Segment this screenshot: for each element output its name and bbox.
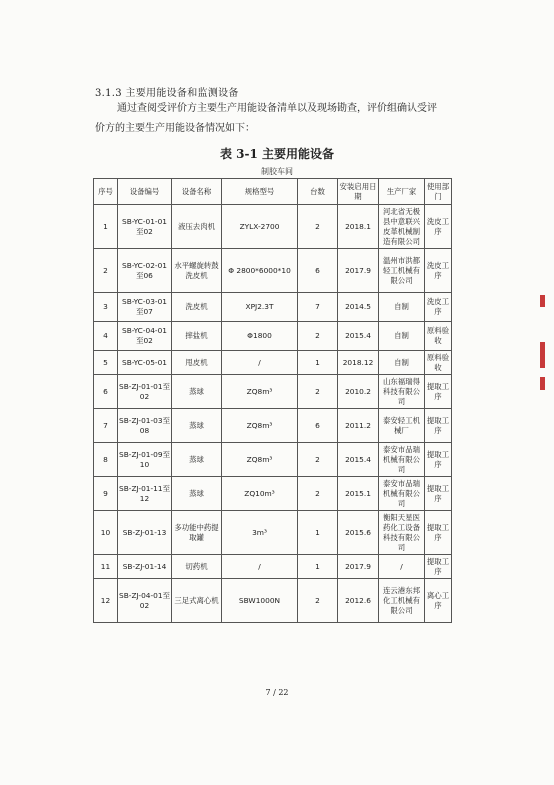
table-cell: 1: [298, 511, 338, 555]
table-cell: ZQ8m³: [222, 443, 298, 477]
table-cell: SB-ZJ-01-14: [118, 555, 172, 579]
table-cell: 8: [94, 443, 118, 477]
table-cell: 2018.1: [338, 205, 379, 249]
table-row: [94, 579, 452, 623]
table-cell: ZQ10m³: [222, 477, 298, 511]
table-cell: 2011.2: [338, 409, 379, 443]
edge-stamp-mark-2: [540, 342, 545, 368]
table-section-label: 制胶车间: [261, 167, 293, 176]
table-cell: SB-ZJ-01-03至08: [118, 409, 172, 443]
table-cell: 2: [94, 249, 118, 293]
table-row: [94, 443, 452, 477]
table-cell: 提取工序: [425, 409, 452, 443]
table-cell: 蒸球: [172, 409, 222, 443]
table-cell: 7: [298, 293, 338, 322]
table-cell: 3m³: [222, 511, 298, 555]
table-cell: 9: [94, 477, 118, 511]
table-cell: 6: [298, 249, 338, 293]
table-cell: SB-ZJ-01-13: [118, 511, 172, 555]
table-cell: 提取工序: [425, 375, 452, 409]
table-cell: Φ 2800*6000*10: [222, 249, 298, 293]
table-cell: 2017.9: [338, 555, 379, 579]
table-cell: ZYLX-2700: [222, 205, 298, 249]
table-cell: /: [222, 555, 298, 579]
table-cell: SB-YC-04-01至02: [118, 322, 172, 351]
table-row: [94, 477, 452, 511]
table-row: [94, 293, 452, 322]
table-cell: 切药机: [172, 555, 222, 579]
table-cell: 连云港东邦化工机械有限公司: [379, 579, 425, 623]
table-cell: 离心工序: [425, 579, 452, 623]
table-cell: 2: [298, 322, 338, 351]
table-cell: 提取工序: [425, 555, 452, 579]
table-cell: 2015.1: [338, 477, 379, 511]
table-cell: 10: [94, 511, 118, 555]
table-cell: SB-YC-02-01至06: [118, 249, 172, 293]
header-cell: 安装启用日期: [338, 179, 379, 205]
edge-stamp-mark-3: [540, 377, 545, 390]
table-cell: 2017.9: [338, 249, 379, 293]
table-cell: 1: [298, 555, 338, 579]
table-cell: 提取工序: [425, 443, 452, 477]
table-cell: 7: [94, 409, 118, 443]
table-cell: 2: [298, 579, 338, 623]
table-cell: 泰安市品瑞机械有限公司: [379, 443, 425, 477]
table-cell: SBW1000N: [222, 579, 298, 623]
table-cell: Φ1800: [222, 322, 298, 351]
table-cell: SB-ZJ-01-09至10: [118, 443, 172, 477]
table-cell: SB-ZJ-04-01至02: [118, 579, 172, 623]
intro-paragraph-line-1: 通过查阅受评价方主要生产用能设备清单以及现场勘查，评价组确认受评: [117, 103, 437, 114]
table-cell: 洗皮机: [172, 293, 222, 322]
table-cell: 原料验收: [425, 351, 452, 375]
table-cell: 5: [94, 351, 118, 375]
table-cell: 衡阳天星医药化工设备科技有限公司: [379, 511, 425, 555]
table-cell: 11: [94, 555, 118, 579]
table-title: 表 3-1 主要用能设备: [219, 147, 335, 161]
table-cell: 温州市洪都轻工机械有限公司: [379, 249, 425, 293]
table-cell: 泰安轻工机械厂: [379, 409, 425, 443]
table-cell: 提取工序: [425, 477, 452, 511]
table-cell: SB-YC-05-01: [118, 351, 172, 375]
table-cell: 12: [94, 579, 118, 623]
header-cell: 台数: [298, 179, 338, 205]
table-row: [94, 511, 452, 555]
table-cell: SB-ZJ-01-11至12: [118, 477, 172, 511]
table-cell: 多功能中药提取罐: [172, 511, 222, 555]
table-cell: SB-YC-03-01至07: [118, 293, 172, 322]
table-row: [94, 351, 452, 375]
table-cell: 泰安市品瑞机械有限公司: [379, 477, 425, 511]
table-cell: 2012.6: [338, 579, 379, 623]
table-cell: 2015.6: [338, 511, 379, 555]
header-cell: 设备编号: [118, 179, 172, 205]
table-cell: 蒸球: [172, 443, 222, 477]
table-cell: 自制: [379, 293, 425, 322]
table-cell: ZQ8m³: [222, 409, 298, 443]
table-cell: 3: [94, 293, 118, 322]
table-cell: 2010.2: [338, 375, 379, 409]
table-cell: 2: [298, 205, 338, 249]
table-cell: 摔盐机: [172, 322, 222, 351]
table-cell: 提取工序: [425, 511, 452, 555]
header-cell: 序号: [94, 179, 118, 205]
table-cell: 6: [298, 409, 338, 443]
table-cell: 6: [94, 375, 118, 409]
table-cell: 自制: [379, 351, 425, 375]
table-cell: 蒸球: [172, 477, 222, 511]
table-cell: 4: [94, 322, 118, 351]
table-cell: 2: [298, 375, 338, 409]
table-row: [94, 409, 452, 443]
table-cell: 三足式离心机: [172, 579, 222, 623]
table-row: [94, 322, 452, 351]
table-header-row: [94, 179, 452, 205]
table-cell: 自制: [379, 322, 425, 351]
table-cell: 水平螺旋转鼓洗皮机: [172, 249, 222, 293]
header-cell: 设备名称: [172, 179, 222, 205]
table-cell: 洗皮工序: [425, 249, 452, 293]
table-cell: 1: [94, 205, 118, 249]
intro-paragraph-line-2: 价方的主要生产用能设备情况如下：: [95, 123, 255, 134]
table-cell: 2015.4: [338, 322, 379, 351]
table-cell: 洗皮工序: [425, 205, 452, 249]
table-row: [94, 205, 452, 249]
table-cell: /: [222, 351, 298, 375]
table-cell: SB-YC-01-01至02: [118, 205, 172, 249]
page-number: 7 / 22: [265, 688, 289, 697]
table-cell: 山东福瑞得科技有限公司: [379, 375, 425, 409]
table-cell: 原料验收: [425, 322, 452, 351]
table-cell: 洗皮工序: [425, 293, 452, 322]
table-cell: XPJ2.3T: [222, 293, 298, 322]
header-cell: 生产厂家: [379, 179, 425, 205]
equipment-table: [93, 178, 452, 623]
table-row: [94, 555, 452, 579]
table-cell: 2: [298, 443, 338, 477]
table-cell: 1: [298, 351, 338, 375]
table-row: [94, 249, 452, 293]
table-cell: 2014.5: [338, 293, 379, 322]
table-cell: ZQ8m³: [222, 375, 298, 409]
table-cell: 液压去肉机: [172, 205, 222, 249]
edge-stamp-mark-1: [540, 295, 545, 307]
table-cell: 2: [298, 477, 338, 511]
table-cell: 2015.4: [338, 443, 379, 477]
table-cell: 河北省无极县中意联兴皮革机械制造有限公司: [379, 205, 425, 249]
table-cell: 蒸球: [172, 375, 222, 409]
table-cell: 甩皮机: [172, 351, 222, 375]
table-cell: SB-ZJ-01-01至02: [118, 375, 172, 409]
section-heading: 3.1.3 主要用能设备和监测设备: [95, 88, 239, 99]
table-row: [94, 375, 452, 409]
header-cell: 使用部门: [425, 179, 452, 205]
table-cell: 2018.12: [338, 351, 379, 375]
header-cell: 规格型号: [222, 179, 298, 205]
table-cell: /: [379, 555, 425, 579]
